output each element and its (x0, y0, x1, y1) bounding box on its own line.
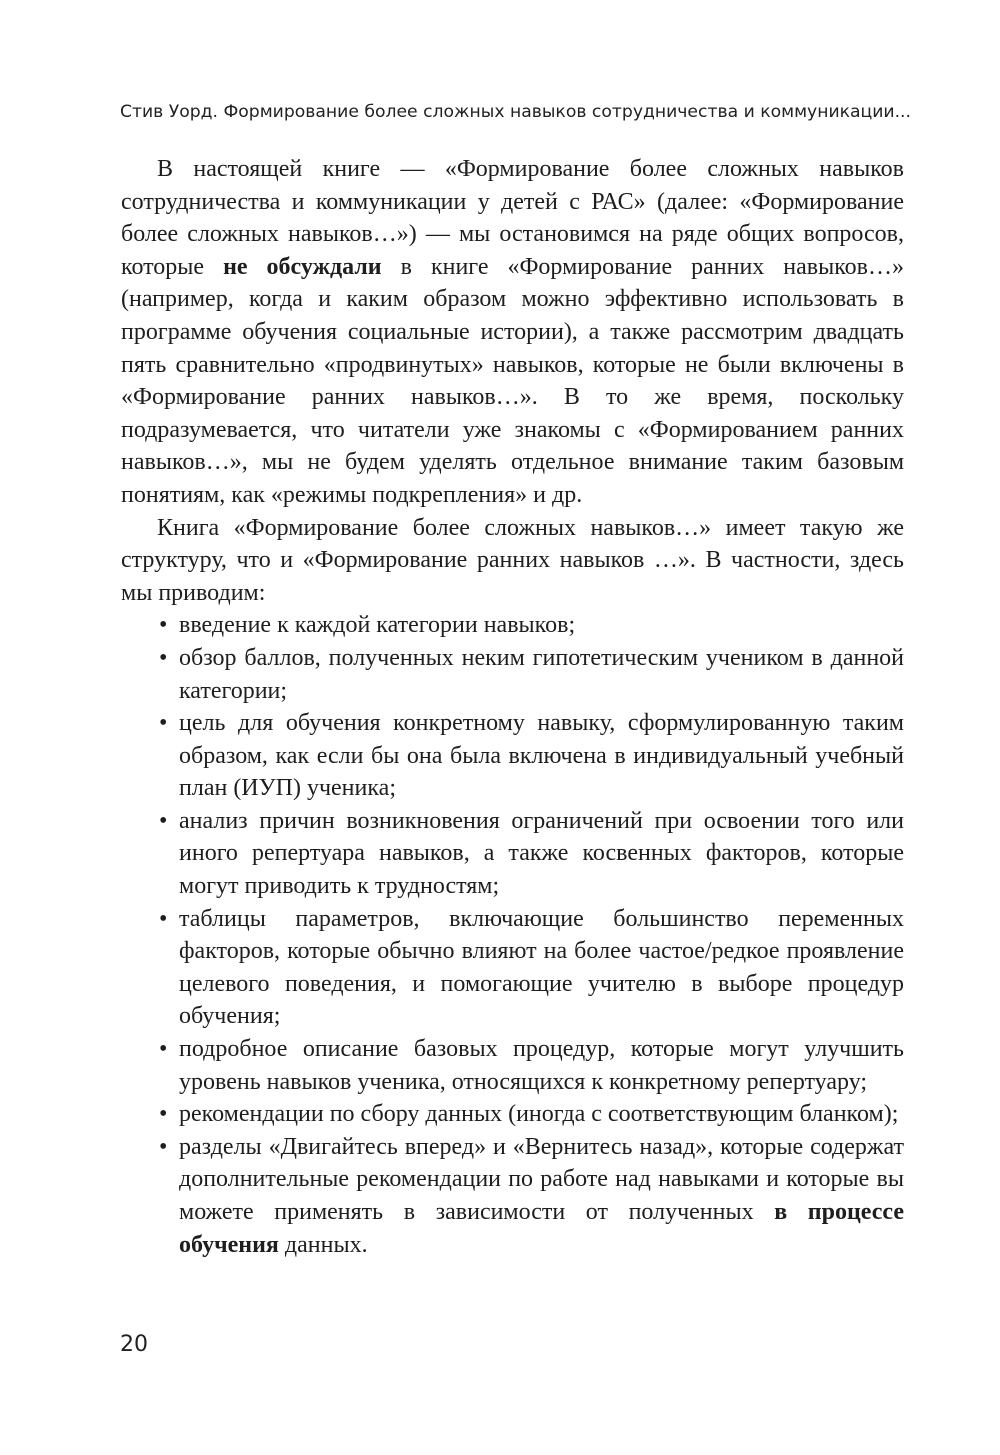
list-item-text: цель для обучения конкретному навыку, сформулированную таким образом, как если бы она была включена в индивидуальный учебный план (ИУП) ученика; (179, 710, 904, 802)
structure-list (121, 609, 904, 1261)
bullet-icon: • (159, 1101, 168, 1128)
list-item-last (121, 1131, 904, 1261)
list-item-text-2: данных. (278, 1231, 368, 1258)
list-item (121, 1098, 904, 1131)
list-item (121, 805, 904, 903)
list-item-text: анализ причин возникновения ограничений при освоении того или иного репертуара навыков, а также косвенных факторов, которые могут приводить к трудностям; (179, 807, 904, 900)
paragraph-intro-text-2: в книге «Формирование ранних навыков…» (например, когда и каким образом можно эффективно использовать в программе обучения социальные истории), а также рассмотрим двадцать пять сравнительно «продвинутых» навыков, которые не были включены в «Формирование ранних навыков…». В то же время, поскольку подразумевается, что читатели уже знакомы с «Формированием ранних навыков…», мы не будем уделять отдельное внимание таким базовым понятиям, как «режимы подкрепления» и др. (121, 253, 905, 508)
page-number: 20 (120, 1332, 148, 1357)
list-item (121, 903, 904, 1033)
list-item-text-1: разделы «Двигайтесь вперед» и «Вернитесь назад», которые содержат дополнительные рекомендации по работе над навыками и которые вы можете применять в зависимости от полученных (179, 1133, 904, 1225)
bullet-icon: • (159, 1036, 168, 1063)
bullet-icon: • (159, 612, 168, 639)
list-item-text: рекомендации по сбору данных (иногда с соответствующим бланком); (179, 1101, 899, 1128)
bullet-icon: • (159, 710, 168, 737)
list-item-text: введение к каждой категории навыков; (179, 612, 576, 639)
list-item (121, 1033, 904, 1098)
list-item (121, 609, 904, 642)
emphasis-not-discussed: не обсуждали (223, 253, 382, 280)
page-body (121, 153, 904, 1261)
paragraph-intro (121, 153, 904, 512)
running-head: Стив Уорд. Формирование более сложных навыков сотрудничества и коммуникации... (120, 102, 911, 122)
list-item (121, 707, 904, 805)
paragraph-intro-text-1: В настоящей книге — «Формирование более сложных навыков сотрудничества и коммуникации у детей с РАС» (далее: «Формирование более сложных навыков…») — мы остановимся на ряде общих вопросов, которые (121, 156, 904, 280)
bullet-icon: • (159, 905, 168, 932)
list-item (121, 642, 904, 707)
emphasis-learning-process: в процессе обучения (179, 1199, 904, 1258)
bullet-icon: • (159, 1133, 168, 1160)
list-item-text: обзор баллов, полученных неким гипотетическим учеником в данной категории; (179, 644, 904, 704)
paragraph-structure: Книга «Формирование более сложных навыков…» имеет такую же структуру, что и «Формирование ранних навыков …». В частности, здесь мы приводим: (121, 514, 904, 606)
list-item-text: таблицы параметров, включающие большинство переменных факторов, которые обычно влияют на более частое/редкое проявление целевого поведения, и помогающие учителю в выборе процедур обучения; (179, 905, 904, 1030)
bullet-icon: • (159, 807, 168, 834)
bullet-icon: • (159, 644, 168, 671)
list-item-text: подробное описание базовых процедур, которые могут улучшить уровень навыков ученика, относящихся к конкретному репертуару; (179, 1036, 904, 1095)
